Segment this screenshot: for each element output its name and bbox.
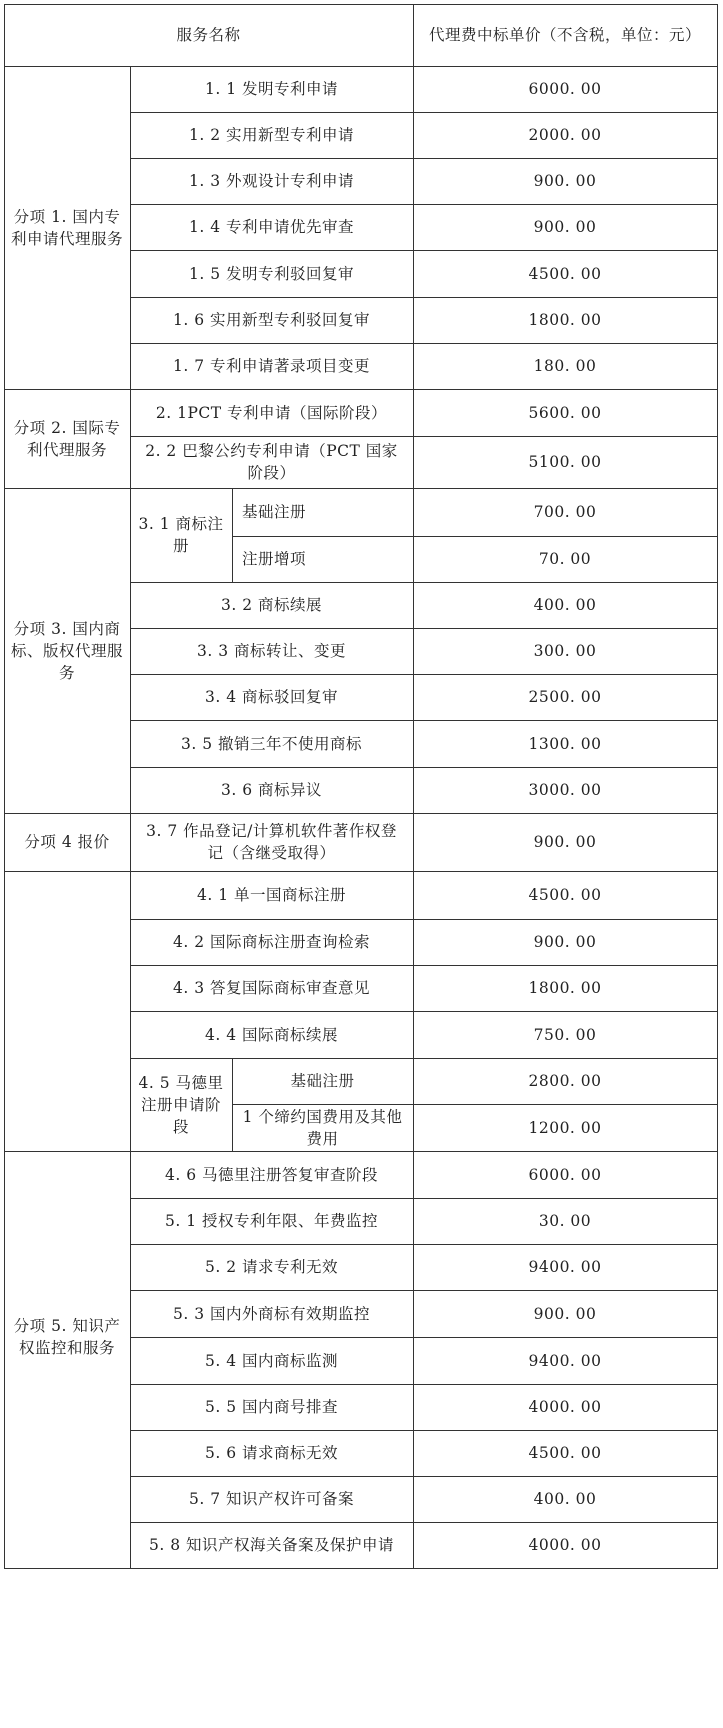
service-sub-cell <box>232 488 413 536</box>
price-cell <box>413 488 717 536</box>
service-name-cell <box>130 1384 413 1430</box>
service-name-cell-text: 3. 4 商标驳回复审 <box>204 688 338 706</box>
table-rule <box>130 1244 717 1245</box>
table-rule <box>130 204 717 205</box>
price-cell <box>413 112 717 158</box>
service-name-cell <box>130 343 413 389</box>
price-cell-text: 5100. 00 <box>528 453 602 471</box>
service-name-cell-text: 2. 2 巴黎公约专利申请（PCT 国家阶段） <box>145 442 398 482</box>
service-name-cell <box>130 965 413 1011</box>
service-name-cell-text: 1. 7 专利申请著录项目变更 <box>172 357 370 375</box>
price-cell-text: 4000. 00 <box>528 1398 602 1416</box>
service-sub-cell <box>232 1058 413 1104</box>
table-rule <box>130 720 717 721</box>
service-name-cell-text: 1. 6 实用新型专利驳回复审 <box>172 311 370 329</box>
price-cell <box>413 1290 717 1337</box>
service-name-cell-text: 5. 3 国内外商标有效期监控 <box>172 1304 370 1323</box>
service-name-cell <box>130 1476 413 1522</box>
service-name-cell <box>130 204 413 250</box>
group-label <box>4 813 130 871</box>
table-rule <box>130 1384 717 1385</box>
price-cell-text: 6000. 00 <box>528 1165 602 1184</box>
table-rule <box>130 767 717 768</box>
service-name-cell-text: 3. 7 作品登记/计算机软件著作权登记（含继受取得） <box>146 822 397 862</box>
group-label-text: 分项 5. 知识产权监控和服务 <box>13 1316 121 1357</box>
price-cell-text: 9400. 00 <box>528 1351 602 1370</box>
price-cell-text: 1800. 00 <box>528 979 602 997</box>
table-rule <box>4 813 130 814</box>
table-rule <box>130 628 717 629</box>
table-rule <box>130 250 717 251</box>
service-name-cell <box>130 1011 413 1058</box>
service-name-cell-text: 1. 1 发明专利申请 <box>204 80 338 98</box>
price-cell <box>413 158 717 204</box>
service-sub-cell <box>232 536 413 582</box>
table-rule <box>130 1337 717 1338</box>
price-cell <box>413 919 717 965</box>
table-rule <box>130 674 717 675</box>
price-cell <box>413 1198 717 1244</box>
price-cell-text: 180. 00 <box>533 357 597 375</box>
price-cell <box>413 1011 717 1058</box>
price-cell-text: 700. 00 <box>533 503 597 521</box>
price-cell <box>413 343 717 389</box>
service-name-cell-text: 1. 4 专利申请优先审查 <box>188 218 354 236</box>
service-name-cell <box>130 250 413 297</box>
service-name-cell-text: 3. 6 商标异议 <box>220 781 322 799</box>
price-cell-text: 9400. 00 <box>528 1258 602 1276</box>
price-cell-text: 3000. 00 <box>528 781 602 799</box>
group-label <box>4 871 130 1151</box>
table-rule <box>130 158 717 159</box>
service-name-cell <box>130 582 413 628</box>
price-cell <box>413 297 717 343</box>
service-name-cell-text: 5. 4 国内商标监测 <box>204 1351 338 1370</box>
table-rule <box>232 488 233 582</box>
table-rule <box>4 389 130 390</box>
service-name-cell <box>130 1430 413 1476</box>
table-rule <box>232 1104 717 1105</box>
table-rule <box>130 1290 717 1291</box>
table-rule <box>4 66 717 67</box>
price-cell-text: 70. 00 <box>538 550 592 568</box>
price-cell-text: 750. 00 <box>533 1025 597 1044</box>
group-label-text: 分项 3. 国内商标、版权代理服务 <box>10 619 123 682</box>
price-cell-text: 1800. 00 <box>528 311 602 329</box>
table-rule <box>130 1198 717 1199</box>
table-rule <box>232 536 717 537</box>
price-cell <box>413 767 717 813</box>
price-cell-text: 900. 00 <box>533 218 597 236</box>
table-rule <box>130 1058 717 1059</box>
price-cell-text: 6000. 00 <box>528 80 602 98</box>
table-rule <box>130 871 717 872</box>
service-name-cell-text: 3. 1 商标注册 <box>138 515 224 555</box>
price-cell-text: 1200. 00 <box>528 1118 602 1137</box>
price-cell-text: 900. 00 <box>533 833 597 851</box>
service-name-cell <box>130 1151 413 1198</box>
table-rule <box>4 4 718 5</box>
group-label <box>4 389 130 488</box>
service-name-cell <box>130 158 413 204</box>
service-name-cell <box>130 297 413 343</box>
service-name-cell-text: 4. 4 国际商标续展 <box>204 1025 338 1044</box>
price-cell-text: 4000. 00 <box>528 1536 602 1554</box>
table-rule <box>130 436 717 437</box>
service-name-cell <box>130 919 413 965</box>
table-rule <box>130 813 717 814</box>
price-cell-text: 1300. 00 <box>528 734 602 753</box>
price-cell <box>413 1522 717 1568</box>
price-cell <box>413 436 717 488</box>
price-cell <box>413 1337 717 1384</box>
price-cell <box>413 965 717 1011</box>
price-cell <box>413 250 717 297</box>
price-cell <box>413 1104 717 1151</box>
table-rule <box>4 4 5 1568</box>
price-cell-text: 2000. 00 <box>528 126 602 144</box>
table-rule <box>130 112 717 113</box>
group-label-text: 分项 1. 国内专利申请代理服务 <box>10 207 123 248</box>
price-cell <box>413 720 717 767</box>
group-label <box>4 1151 130 1522</box>
table-rule <box>130 1151 717 1152</box>
price-cell-text: 30. 00 <box>538 1212 592 1230</box>
price-cell <box>413 1384 717 1430</box>
table-rule <box>130 1476 717 1477</box>
service-name-cell-text: 1. 2 实用新型专利申请 <box>188 126 354 144</box>
price-cell-text: 4500. 00 <box>528 264 602 283</box>
service-sub-cell-text: 1 个缔约国费用及其他费用 <box>242 1107 403 1148</box>
service-name-cell-text: 1. 3 外观设计专利申请 <box>188 172 354 190</box>
group-label-text: 分项 4 报价 <box>24 833 110 851</box>
service-name-cell-text: 3. 3 商标转让、变更 <box>196 642 346 660</box>
price-cell <box>413 204 717 250</box>
service-name-cell <box>130 813 413 871</box>
service-name-cell <box>130 767 413 813</box>
table-rule <box>130 343 717 344</box>
group-label <box>4 488 130 813</box>
service-name-cell-text: 5. 2 请求专利无效 <box>204 1258 338 1276</box>
service-name-cell-text: 5. 8 知识产权海关备案及保护申请 <box>148 1536 394 1554</box>
price-cell-text: 2800. 00 <box>528 1072 602 1090</box>
table-rule <box>130 66 131 1568</box>
price-cell-text: 900. 00 <box>533 933 597 951</box>
price-cell-text: 900. 00 <box>533 1304 597 1323</box>
table-rule <box>130 1522 717 1523</box>
table-rule <box>232 1058 233 1151</box>
service-name-cell <box>130 674 413 720</box>
table-rule <box>130 1011 717 1012</box>
service-sub-cell <box>232 1104 413 1151</box>
service-name-cell-text: 3. 5 撤销三年不使用商标 <box>180 734 362 753</box>
service-name-cell-text: 5. 5 国内商号排查 <box>204 1398 338 1416</box>
group-label-text: 分项 2. 国际专利代理服务 <box>13 418 121 459</box>
service-name-cell <box>130 436 413 488</box>
service-name-cell <box>130 389 413 436</box>
service-name-cell <box>130 1244 413 1290</box>
service-name-cell <box>130 1198 413 1244</box>
price-cell <box>413 66 717 112</box>
service-name-cell <box>130 1290 413 1337</box>
service-name-cell-text: 4. 5 马德里注册申请阶段 <box>138 1073 224 1136</box>
price-cell-text: 4500. 00 <box>528 1444 602 1462</box>
price-cell-text: 900. 00 <box>533 172 597 190</box>
service-name-cell <box>130 1522 413 1568</box>
service-name-cell <box>130 628 413 674</box>
table-rule <box>717 4 718 1569</box>
price-cell-text: 300. 00 <box>533 642 597 660</box>
service-name-cell-text: 5. 6 请求商标无效 <box>204 1444 338 1462</box>
table-rule <box>130 389 717 390</box>
table-rule <box>130 582 717 583</box>
price-cell-text: 400. 00 <box>533 596 597 614</box>
price-cell-text: 4500. 00 <box>528 886 602 904</box>
service-name-cell-text: 3. 2 商标续展 <box>220 596 322 614</box>
price-cell-text: 5600. 00 <box>528 403 602 422</box>
service-name-cell <box>130 488 232 582</box>
service-name-cell <box>130 1337 413 1384</box>
service-name-cell-text: 5. 7 知识产权许可备案 <box>188 1490 354 1508</box>
group-label <box>4 66 130 389</box>
service-name-cell-text: 4. 6 马德里注册答复审查阶段 <box>164 1165 378 1184</box>
header-price-text: 代理费中标单价（不含税，单位：元） <box>428 26 701 44</box>
table-rule <box>130 1430 717 1431</box>
price-cell-text: 400. 00 <box>533 1490 597 1508</box>
table-rule <box>130 965 717 966</box>
service-name-cell <box>130 1058 232 1151</box>
price-cell <box>413 628 717 674</box>
table-rule <box>130 919 717 920</box>
service-name-cell-text: 1. 5 发明专利驳回复审 <box>188 264 354 283</box>
price-cell <box>413 813 717 871</box>
table-rule <box>4 871 130 872</box>
service-sub-cell-text: 基础注册 <box>242 503 307 521</box>
table-rule <box>130 297 717 298</box>
service-name-cell <box>130 66 413 112</box>
table-rule <box>413 4 414 1568</box>
service-sub-cell-text: 基础注册 <box>290 1072 355 1090</box>
header-price <box>413 4 717 66</box>
service-name-cell <box>130 720 413 767</box>
price-cell <box>413 1430 717 1476</box>
price-cell <box>413 536 717 582</box>
price-cell <box>413 582 717 628</box>
table-rule <box>130 488 717 489</box>
price-cell <box>413 1058 717 1104</box>
price-cell <box>413 1244 717 1290</box>
service-name-cell <box>130 112 413 158</box>
service-name-cell-text: 2. 1PCT 专利申请（国际阶段） <box>155 403 388 422</box>
price-cell <box>413 871 717 919</box>
price-cell <box>413 389 717 436</box>
service-sub-cell-text: 注册增项 <box>242 550 307 568</box>
price-cell <box>413 674 717 720</box>
price-cell <box>413 1151 717 1198</box>
header-service-name <box>4 4 413 66</box>
header-service-name-text: 服务名称 <box>176 26 241 44</box>
service-name-cell-text: 5. 1 授权专利年限、年费监控 <box>164 1212 378 1230</box>
service-name-cell-text: 4. 1 单一国商标注册 <box>196 886 346 904</box>
table-rule <box>4 1568 718 1569</box>
table-rule <box>4 488 130 489</box>
price-cell-text: 2500. 00 <box>528 688 602 706</box>
service-name-cell-text: 4. 3 答复国际商标审查意见 <box>172 979 370 997</box>
table-rule <box>4 1151 130 1152</box>
service-name-cell-text: 4. 2 国际商标注册查询检索 <box>172 933 370 951</box>
service-name-cell <box>130 871 413 919</box>
price-cell <box>413 1476 717 1522</box>
